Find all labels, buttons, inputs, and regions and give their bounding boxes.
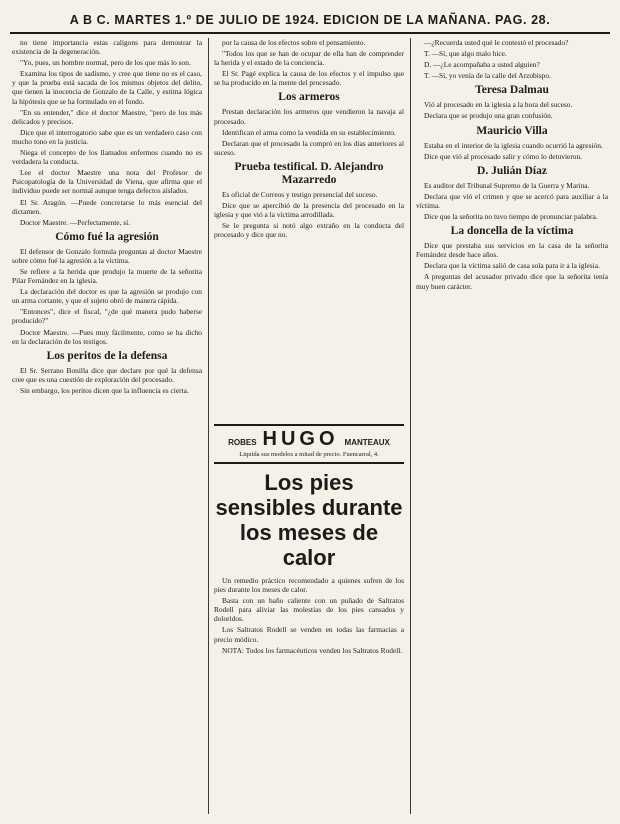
paragraph: Dice que prestaba sus servicios en la casa de la señorita Fernández desde hace años.	[416, 241, 608, 260]
ad-brand-right: MANTEAUX	[344, 438, 390, 447]
paragraph: Examina los tipos de sadismo, y cree que tiene no es el caso, y que la prueba está sacada de los mismos objetos del delito, que tienen la inocencia de Gonzalo de la Calle, y estima lógica la hipótesis que se ha formulado en el fondo.	[12, 69, 202, 106]
column-rule-1	[208, 38, 209, 814]
paragraph: La declaración del doctor es que la agresión se produjo con un arma cortante, y que el sujeto obró de manera rápida.	[12, 287, 202, 306]
paragraph: Declara que se produjo una gran confusión.	[424, 111, 553, 121]
paragraph: Declara que vió el crimen y que se acercó para auxiliar a la víctima.	[416, 191, 608, 210]
paragraph: NOTA: Todos los farmacéuticos venden los Saltratos Rodell.	[222, 645, 403, 655]
paragraph: Un remedio práctico recomendado a quienes sufren de los pies durante los meses de calor.	[214, 576, 404, 595]
section-heading-agresion: Cómo fué la agresión	[55, 230, 159, 243]
paragraph: D. —¿Le acompañaba a usted alguien?	[424, 60, 540, 70]
section-heading-testifical: Prueba testifical. D. Alejandro Mazarredo	[234, 160, 384, 186]
paragraph: El Sr. Pagé explica la causa de los efectos y el impulso que se ha producido en la mente del procesado.	[214, 69, 404, 88]
paragraph: Vió al procesado en la iglesia a la hora del suceso.	[424, 100, 573, 110]
ad-brand-line	[214, 428, 404, 451]
paragraph: Identifican el arma como la vendida en su establecimiento.	[222, 127, 396, 137]
paragraph: Se le pregunta si notó algo extraño en la conducta del procesado y dice que no.	[214, 221, 404, 240]
paragraph: —¿Recuerda usted qué le contestó el procesado?	[424, 38, 569, 47]
paragraph: Dice que el interrogatorio sabe que es un verdadero caso con mucho tono en la justicia.	[12, 127, 202, 146]
paragraph: Doctor Maestre. —Perfectamente, sí.	[20, 217, 130, 227]
paragraph: El defensor de Gonzalo formula preguntas al doctor Maestre sobre cómo fué la agresión a la víctima.	[12, 246, 202, 265]
paragraph: Dice que se apercibió de la presencia del procesado en la iglesia y que vió a la víctima arrodillada.	[214, 201, 404, 220]
ad-note: Liquida sus modelos a mitad de precio. Fuencarral, 4.	[239, 451, 379, 458]
paragraph: Los Saltratos Rodell se venden en todas las farmacias a precio módico.	[214, 625, 404, 644]
paragraph: "Yo, pues, un hombre normal, pero de los que más lo son.	[20, 58, 191, 68]
paragraph: Es oficial de Correos y testigo presencial del suceso.	[222, 189, 378, 199]
paragraph: Doctor Maestre. —Pues muy fácilmente, como se ha dicho en la declaración de los testigos.	[12, 327, 202, 346]
paragraph: T. —Sí, yo venía de la calle del Arzobispo.	[424, 71, 551, 81]
paragraph: Prestan declaración los armeros que vendieron la navaja al procesado.	[214, 107, 404, 126]
paragraph: A preguntas del acusador privado dice que la señorita tenía muy buen carácter.	[416, 272, 608, 291]
section-heading-mauricio: Mauricio Villa	[476, 124, 548, 137]
paragraph: no tiene importancia estas caligons para demostrar la existencia de la degeneración.	[12, 38, 202, 57]
ad-brand-name: HUGO	[262, 428, 339, 450]
paragraph: "Entonces", dice el fiscal, "¿de qué manera pudo haberse producido?"	[12, 307, 202, 326]
section-heading-teresa: Teresa Dalmau	[475, 84, 549, 97]
paragraph: Sin embargo, los peritos dicen que la influencia es cierta.	[20, 385, 189, 395]
ad-headline: Los pies sensibles durante los meses de calor	[215, 470, 403, 570]
paragraph: Declaran que el procesado la compró en los días anteriores al suceso.	[214, 138, 404, 157]
column-1	[12, 38, 202, 814]
section-heading-peritos: Los peritos de la defensa	[46, 349, 168, 362]
newspaper-page	[10, 8, 610, 818]
paragraph: El Sr. Serrano Bonilla dice que declare por qué la defensa cree que es una cuestión de exploración del procesado.	[12, 365, 202, 384]
paragraph: Dice que la señorita no tuvo tiempo de pronunciar palabra.	[424, 212, 598, 222]
paragraph: Se refiere a la herida que produjo la muerte de la señorita Pilar Fernández en la iglesia.	[12, 266, 202, 286]
paragraph: T. —Sí, que algo malo hice.	[424, 49, 507, 59]
paragraph: Basta con un baño caliente con un puñado de Saltratos Rodell para aliviar las molestias de los pies cansados y doloridos.	[214, 596, 404, 624]
ad-banner	[214, 424, 404, 464]
section-heading-armeros: Los armeros	[278, 91, 340, 104]
advertisement	[214, 424, 404, 814]
paragraph: Declara que la víctima salió de casa sola para ir a la iglesia.	[424, 261, 600, 271]
paragraph: Dice que vió al procesado salir y cómo lo detuvieron.	[424, 151, 583, 161]
paragraph: Es auditor del Tribunal Supremo de la Guerra y Marina.	[424, 180, 590, 190]
section-heading-julian: D. Julián Díaz	[477, 164, 547, 177]
column-2	[214, 38, 404, 418]
ad-brand-left: ROBES	[228, 438, 257, 447]
column-3	[416, 38, 608, 814]
section-heading-doncella: La doncella de la víctima	[450, 225, 574, 238]
paragraph: El Sr. Aragón. —Puede concretarse lo más esencial del dictamen.	[12, 197, 202, 216]
paragraph: "En su entender," dice el doctor Maestre, "pero de los más delicados y precisos.	[12, 107, 202, 126]
paragraph: Niega el concepto de los llamados enfermos cuando no es verdadera la conducta.	[12, 148, 202, 167]
paragraph: por la causa de los efectos sobre el pensamiento.	[222, 38, 366, 47]
paragraph: "Todos los que se han de ocupar de ella han de comprender la herida y el estado de la conciencia.	[214, 49, 404, 68]
page-header: A B C. MARTES 1.º DE JULIO DE 1924. EDICION DE LA MAÑANA. PAG. 28.	[10, 8, 610, 34]
paragraph: Lee el doctor Maestre una nota del Profesor de Psicopatología de la Universidad de Viena, que afirma que el individuo puede ser normal aunque tenga defectos aislados.	[12, 168, 202, 196]
column-rule-2	[410, 38, 411, 814]
paragraph: Estaba en el interior de la iglesia cuando ocurrió la agresión.	[424, 140, 603, 150]
